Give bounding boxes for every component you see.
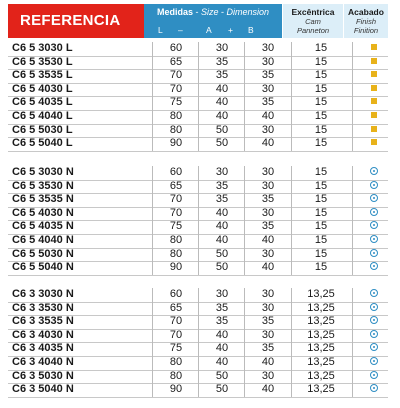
excentrica-cell: 15 (290, 193, 353, 207)
l-cell: 80 (152, 110, 199, 124)
table-row (8, 383, 388, 398)
code-cell: C6 3 3535 N (12, 315, 74, 328)
code-cell: C6 5 5030 L (12, 123, 73, 136)
finish-cell (352, 383, 396, 397)
gold-square-icon (371, 58, 377, 64)
b-cell: 40 (244, 137, 292, 151)
finish-cell (352, 69, 396, 83)
finish-cell (352, 288, 396, 302)
medidas-sep: - (192, 7, 201, 17)
l-cell: 90 (152, 261, 199, 275)
l-cell: 60 (152, 166, 199, 180)
b-cell: 30 (244, 302, 292, 316)
col-l-header: L (158, 25, 163, 35)
finish-cell (352, 166, 396, 180)
code-cell: C6 5 5040 L (12, 137, 73, 150)
nickel-circle-icon (370, 194, 378, 202)
l-cell: 70 (152, 69, 199, 83)
nickel-circle-icon (370, 235, 378, 243)
table-row (8, 370, 388, 385)
code-cell: C6 5 3530 L (12, 55, 73, 68)
col-b-header: B (248, 25, 254, 35)
finish-cell (352, 356, 396, 370)
a-cell: 40 (198, 329, 245, 343)
b-cell: 35 (244, 96, 292, 110)
code-cell: C6 3 5030 N (12, 369, 74, 382)
excentrica-cell: 13,25 (290, 342, 353, 356)
finish-cell (352, 96, 396, 110)
excentrica-cell: 15 (290, 83, 353, 97)
code-cell: C6 5 4030 N (12, 206, 74, 219)
b-cell: 30 (244, 248, 292, 262)
l-cell: 80 (152, 124, 199, 138)
code-cell: C6 5 3030 L (12, 42, 73, 54)
acabado-header (344, 4, 388, 38)
excentrica-cell: 13,25 (290, 302, 353, 316)
code-cell: C6 5 3535 N (12, 193, 74, 206)
table-row (8, 220, 388, 235)
nickel-circle-icon (370, 371, 378, 379)
finish-cell (352, 342, 396, 356)
a-cell: 40 (198, 207, 245, 221)
b-cell: 40 (244, 234, 292, 248)
code-cell: C6 5 4035 N (12, 220, 74, 233)
finish-cell (352, 302, 396, 316)
nickel-circle-icon (370, 384, 378, 392)
excentrica-cell: 13,25 (290, 370, 353, 384)
code-cell: C6 3 3530 N (12, 301, 74, 314)
excentrica-cell: 15 (290, 180, 353, 194)
l-cell: 60 (152, 42, 199, 56)
table-row (8, 56, 388, 71)
gold-square-icon (371, 139, 377, 145)
a-cell: 50 (198, 124, 245, 138)
code-cell: C6 3 4040 N (12, 356, 74, 368)
a-cell: 40 (198, 220, 245, 234)
finish-cell (352, 56, 396, 70)
finish-cell (352, 261, 396, 275)
nickel-circle-icon (370, 249, 378, 257)
gold-square-icon (371, 71, 377, 77)
excentrica-cell: 13,25 (290, 356, 353, 370)
code-cell: C6 3 4030 N (12, 328, 74, 341)
excentrica-cell: 15 (290, 234, 353, 248)
finish-cell (352, 234, 396, 248)
table-row (8, 180, 388, 195)
excentrica-label: Excêntrica (291, 7, 335, 17)
medidas-sep-2: - (218, 7, 227, 17)
table-row (8, 234, 388, 249)
b-cell: 35 (244, 193, 292, 207)
size-label: Size (200, 7, 219, 17)
l-cell: 80 (152, 234, 199, 248)
table-row (8, 207, 388, 222)
l-cell: 90 (152, 383, 199, 397)
code-cell: C6 5 5030 N (12, 247, 74, 260)
gold-square-icon (371, 112, 377, 118)
finish-cell (352, 248, 396, 262)
finish-cell (352, 329, 396, 343)
excentrica-cell: 13,25 (290, 329, 353, 343)
nickel-circle-icon (370, 167, 378, 175)
excentrica-cell: 15 (290, 110, 353, 124)
finish-cell (352, 193, 396, 207)
table-row (8, 69, 388, 84)
b-cell: 30 (244, 329, 292, 343)
nickel-circle-icon (370, 221, 378, 229)
code-cell: C6 5 4030 L (12, 82, 73, 95)
referencia-header: REFERENCIA (8, 4, 144, 38)
b-cell: 35 (244, 69, 292, 83)
excentrica-cell: 15 (290, 42, 353, 56)
l-cell: 70 (152, 83, 199, 97)
b-cell: 30 (244, 370, 292, 384)
table-row (8, 42, 388, 57)
excentrica-cell: 15 (290, 261, 353, 275)
b-cell: 30 (244, 83, 292, 97)
a-cell: 35 (198, 193, 245, 207)
b-cell: 30 (244, 180, 292, 194)
code-cell: C6 5 4035 L (12, 96, 73, 109)
nickel-circle-icon (370, 357, 378, 365)
table-row (8, 124, 388, 139)
panneton-label: Panneton (296, 26, 330, 35)
a-cell: 40 (198, 83, 245, 97)
col-plus: + (228, 25, 233, 35)
excentrica-cell: 15 (290, 56, 353, 70)
finition-label: Finition (353, 26, 379, 35)
a-cell: 50 (198, 248, 245, 262)
code-cell: C6 5 3530 N (12, 179, 74, 192)
cam-label: Cam (305, 17, 321, 26)
col-a-header: A (206, 25, 212, 35)
finish-cell (352, 83, 396, 97)
table-row (8, 315, 388, 330)
b-cell: 35 (244, 220, 292, 234)
table-row (8, 96, 388, 111)
code-cell: C6 5 4040 N (12, 234, 74, 246)
excentrica-cell: 15 (290, 166, 353, 180)
a-cell: 35 (198, 180, 245, 194)
excentrica-cell: 15 (290, 137, 353, 151)
excentrica-cell: 15 (290, 96, 353, 110)
table-row (8, 261, 388, 276)
excentrica-cell: 15 (290, 248, 353, 262)
excentrica-cell: 13,25 (290, 315, 353, 329)
b-cell: 40 (244, 383, 292, 397)
b-cell: 35 (244, 342, 292, 356)
b-cell: 30 (244, 207, 292, 221)
l-cell: 80 (152, 370, 199, 384)
a-cell: 50 (198, 383, 245, 397)
table-row (8, 83, 388, 98)
nickel-circle-icon (370, 303, 378, 311)
a-cell: 40 (198, 356, 245, 370)
l-cell: 90 (152, 137, 199, 151)
table-row (8, 193, 388, 208)
l-cell: 65 (152, 302, 199, 316)
code-cell: C6 5 5040 N (12, 261, 74, 274)
dimension-label: Dimension (226, 7, 270, 17)
medidas-label: Medidas (156, 7, 193, 17)
a-cell: 50 (198, 137, 245, 151)
gold-square-icon (371, 85, 377, 91)
nickel-circle-icon (370, 289, 378, 297)
finish-cell (352, 124, 396, 138)
l-cell: 65 (152, 180, 199, 194)
b-cell: 30 (244, 166, 292, 180)
l-cell: 70 (152, 193, 199, 207)
code-cell: C6 3 4035 N (12, 342, 74, 355)
a-cell: 40 (198, 234, 245, 248)
b-cell: 30 (244, 42, 292, 56)
nickel-circle-icon (370, 330, 378, 338)
table-row (8, 110, 388, 125)
a-cell: 30 (198, 42, 245, 56)
gold-square-icon (371, 44, 377, 50)
nickel-circle-icon (370, 343, 378, 351)
excentrica-cell: 15 (290, 124, 353, 138)
a-cell: 35 (198, 56, 245, 70)
a-cell: 50 (198, 261, 245, 275)
code-cell: C6 3 3030 N (12, 288, 74, 300)
finish-label: Finish (355, 17, 376, 26)
l-cell: 75 (152, 220, 199, 234)
acabado-label: Acabado (348, 7, 384, 17)
nickel-circle-icon (370, 316, 378, 324)
excentrica-cell: 15 (290, 207, 353, 221)
excentrica-cell: 13,25 (290, 288, 353, 302)
l-cell: 70 (152, 315, 199, 329)
medidas-title (144, 7, 282, 17)
l-cell: 75 (152, 96, 199, 110)
medidas-header (144, 4, 282, 38)
excentrica-cell: 13,25 (290, 383, 353, 397)
table-row (8, 329, 388, 344)
excentrica-cell: 15 (290, 69, 353, 83)
table-row (8, 137, 388, 152)
nickel-circle-icon (370, 208, 378, 216)
gold-square-icon (371, 98, 377, 104)
finish-cell (352, 220, 396, 234)
excentrica-cell: 15 (290, 220, 353, 234)
a-cell: 30 (198, 288, 245, 302)
nickel-circle-icon (370, 181, 378, 189)
b-cell: 40 (244, 261, 292, 275)
a-cell: 40 (198, 110, 245, 124)
b-cell: 40 (244, 356, 292, 370)
b-cell: 40 (244, 110, 292, 124)
b-cell: 35 (244, 315, 292, 329)
medidas-subheader (144, 24, 282, 38)
l-cell: 65 (152, 56, 199, 70)
a-cell: 50 (198, 370, 245, 384)
excentrica-header (283, 4, 343, 38)
code-cell: C6 3 5040 N (12, 383, 74, 396)
l-cell: 70 (152, 329, 199, 343)
a-cell: 35 (198, 302, 245, 316)
finish-cell (352, 370, 396, 384)
b-cell: 30 (244, 124, 292, 138)
finish-cell (352, 180, 396, 194)
a-cell: 40 (198, 342, 245, 356)
finish-cell (352, 42, 396, 56)
code-cell: C6 5 3535 L (12, 69, 73, 82)
l-cell: 75 (152, 342, 199, 356)
col-l-dash: – (178, 25, 183, 35)
finish-cell (352, 315, 396, 329)
finish-cell (352, 110, 396, 124)
a-cell: 35 (198, 69, 245, 83)
l-cell: 80 (152, 356, 199, 370)
l-cell: 80 (152, 248, 199, 262)
a-cell: 40 (198, 96, 245, 110)
code-cell: C6 5 3030 N (12, 166, 74, 178)
table-row (8, 356, 388, 371)
gold-square-icon (371, 126, 377, 132)
b-cell: 30 (244, 288, 292, 302)
table-row (8, 342, 388, 357)
code-cell: C6 5 4040 L (12, 110, 73, 122)
l-cell: 70 (152, 207, 199, 221)
table-row (8, 302, 388, 317)
b-cell: 30 (244, 56, 292, 70)
nickel-circle-icon (370, 262, 378, 270)
finish-cell (352, 137, 396, 151)
table-row (8, 288, 388, 303)
table-row (8, 248, 388, 263)
a-cell: 30 (198, 166, 245, 180)
table-row (8, 166, 388, 181)
l-cell: 60 (152, 288, 199, 302)
a-cell: 35 (198, 315, 245, 329)
finish-cell (352, 207, 396, 221)
